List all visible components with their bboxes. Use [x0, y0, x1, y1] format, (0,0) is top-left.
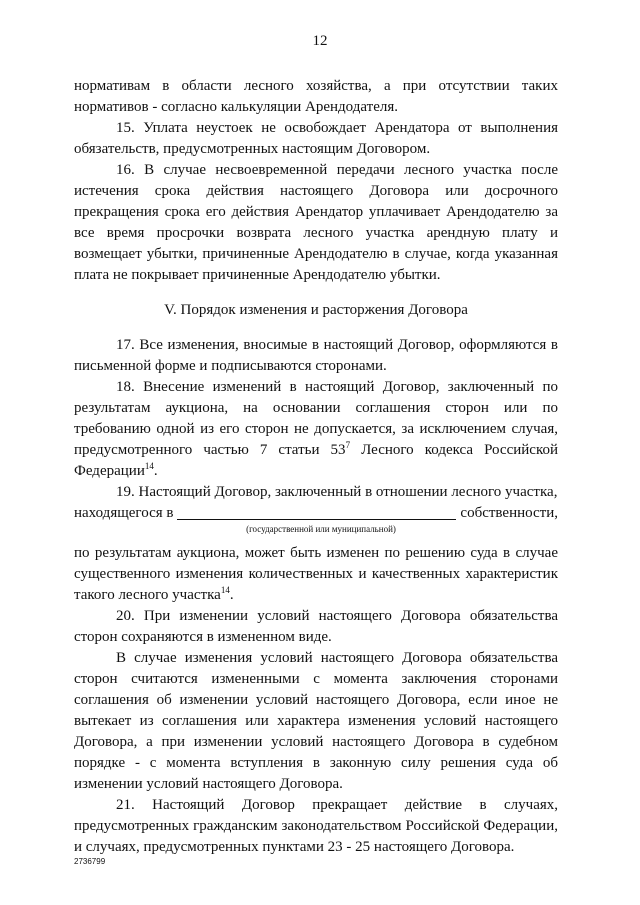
paragraph-19-start: 19. Настоящий Договор, заключенный в отношении лесного участка, [116, 484, 558, 500]
footnote-ref: 14 [220, 585, 230, 595]
footnote-ref: 7 [345, 440, 351, 450]
blank-caption: (государственной или муниципальной) [246, 524, 396, 534]
paragraph-19-end: . [229, 587, 234, 603]
footnote-ref: 14 [144, 461, 154, 471]
ownership-fill-line [74, 503, 558, 524]
paragraph-18-text: 18. Внесение изменений в настоящий Договор, заключенный по результатам аукциона, на основании соглашения сторон или по требованию одной из его сторон не допускается, за исключением случая, предусмотренного частью 7 статьи 53 [74, 379, 558, 458]
paragraph-20-b: В случае изменения условий настоящего Договора обязательства сторон считаются измененными с момента заключения сторонами соглашения об изменении условий настоящего Договора, если иное не вытекает из соглашения или характера изменения условий настоящего Договора, а при изменении условий настоящего Договора в судебном порядке - с момента вступления в законную силу решения суда об изменении условий настоящего Договора. [74, 650, 558, 792]
paragraph-20: 20. При изменении условий настоящего Договора обязательства сторон сохраняются в измененном виде. [74, 608, 558, 645]
paragraph-18 [74, 377, 558, 482]
paragraph-continuation: нормативам в области лесного хозяйства, а при отсутствии таких нормативов - согласно калькуляции Арендодателя. [74, 78, 558, 115]
document-code: 2736799 [74, 857, 106, 866]
paragraph-21: 21. Настоящий Договор прекращает действие в случаях, предусмотренных гражданским законодательством Российской Федерации, и случаях, предусмотренных пунктами 23 - 25 настоящего Договора. [74, 797, 558, 855]
paragraph-16: 16. В случае несвоевременной передачи лесного участка после истечения срока действия настоящего Договора или досрочного прекращения срока его действия Арендатор уплачивает Арендодателю за все время просрочки возврата лесного участка арендную плату и возмещает убытки, причиненные Арендодателю в случае, когда указанная плата не покрывает причиненные Арендодателю убытки. [74, 162, 558, 283]
fill-prefix: находящегося в [74, 505, 174, 521]
paragraph-19-text: по результатам аукциона, может быть изменен по решению суда в случае существенного изменения количественных и качественных характеристик такого лесного участка [74, 545, 558, 603]
section-heading: V. Порядок изменения и расторжения Договора [164, 302, 468, 318]
paragraph-17: 17. Все изменения, вносимые в настоящий Договор, оформляются в письменной форме и подписываются сторонами. [74, 337, 558, 374]
paragraph-19-continuation [74, 543, 558, 606]
document-body [74, 76, 558, 858]
fill-suffix: собственности, [460, 505, 558, 521]
ownership-blank-field[interactable] [177, 518, 456, 520]
page-number: 12 [312, 33, 328, 49]
paragraph-18-end: . [153, 463, 158, 479]
paragraph-18-text2: Лесного кодекса Российской Федерации [74, 442, 558, 479]
paragraph-15: 15. Уплата неустоек не освобождает Арендатора от выполнения обязательств, предусмотренных настоящим Договором. [74, 120, 558, 157]
